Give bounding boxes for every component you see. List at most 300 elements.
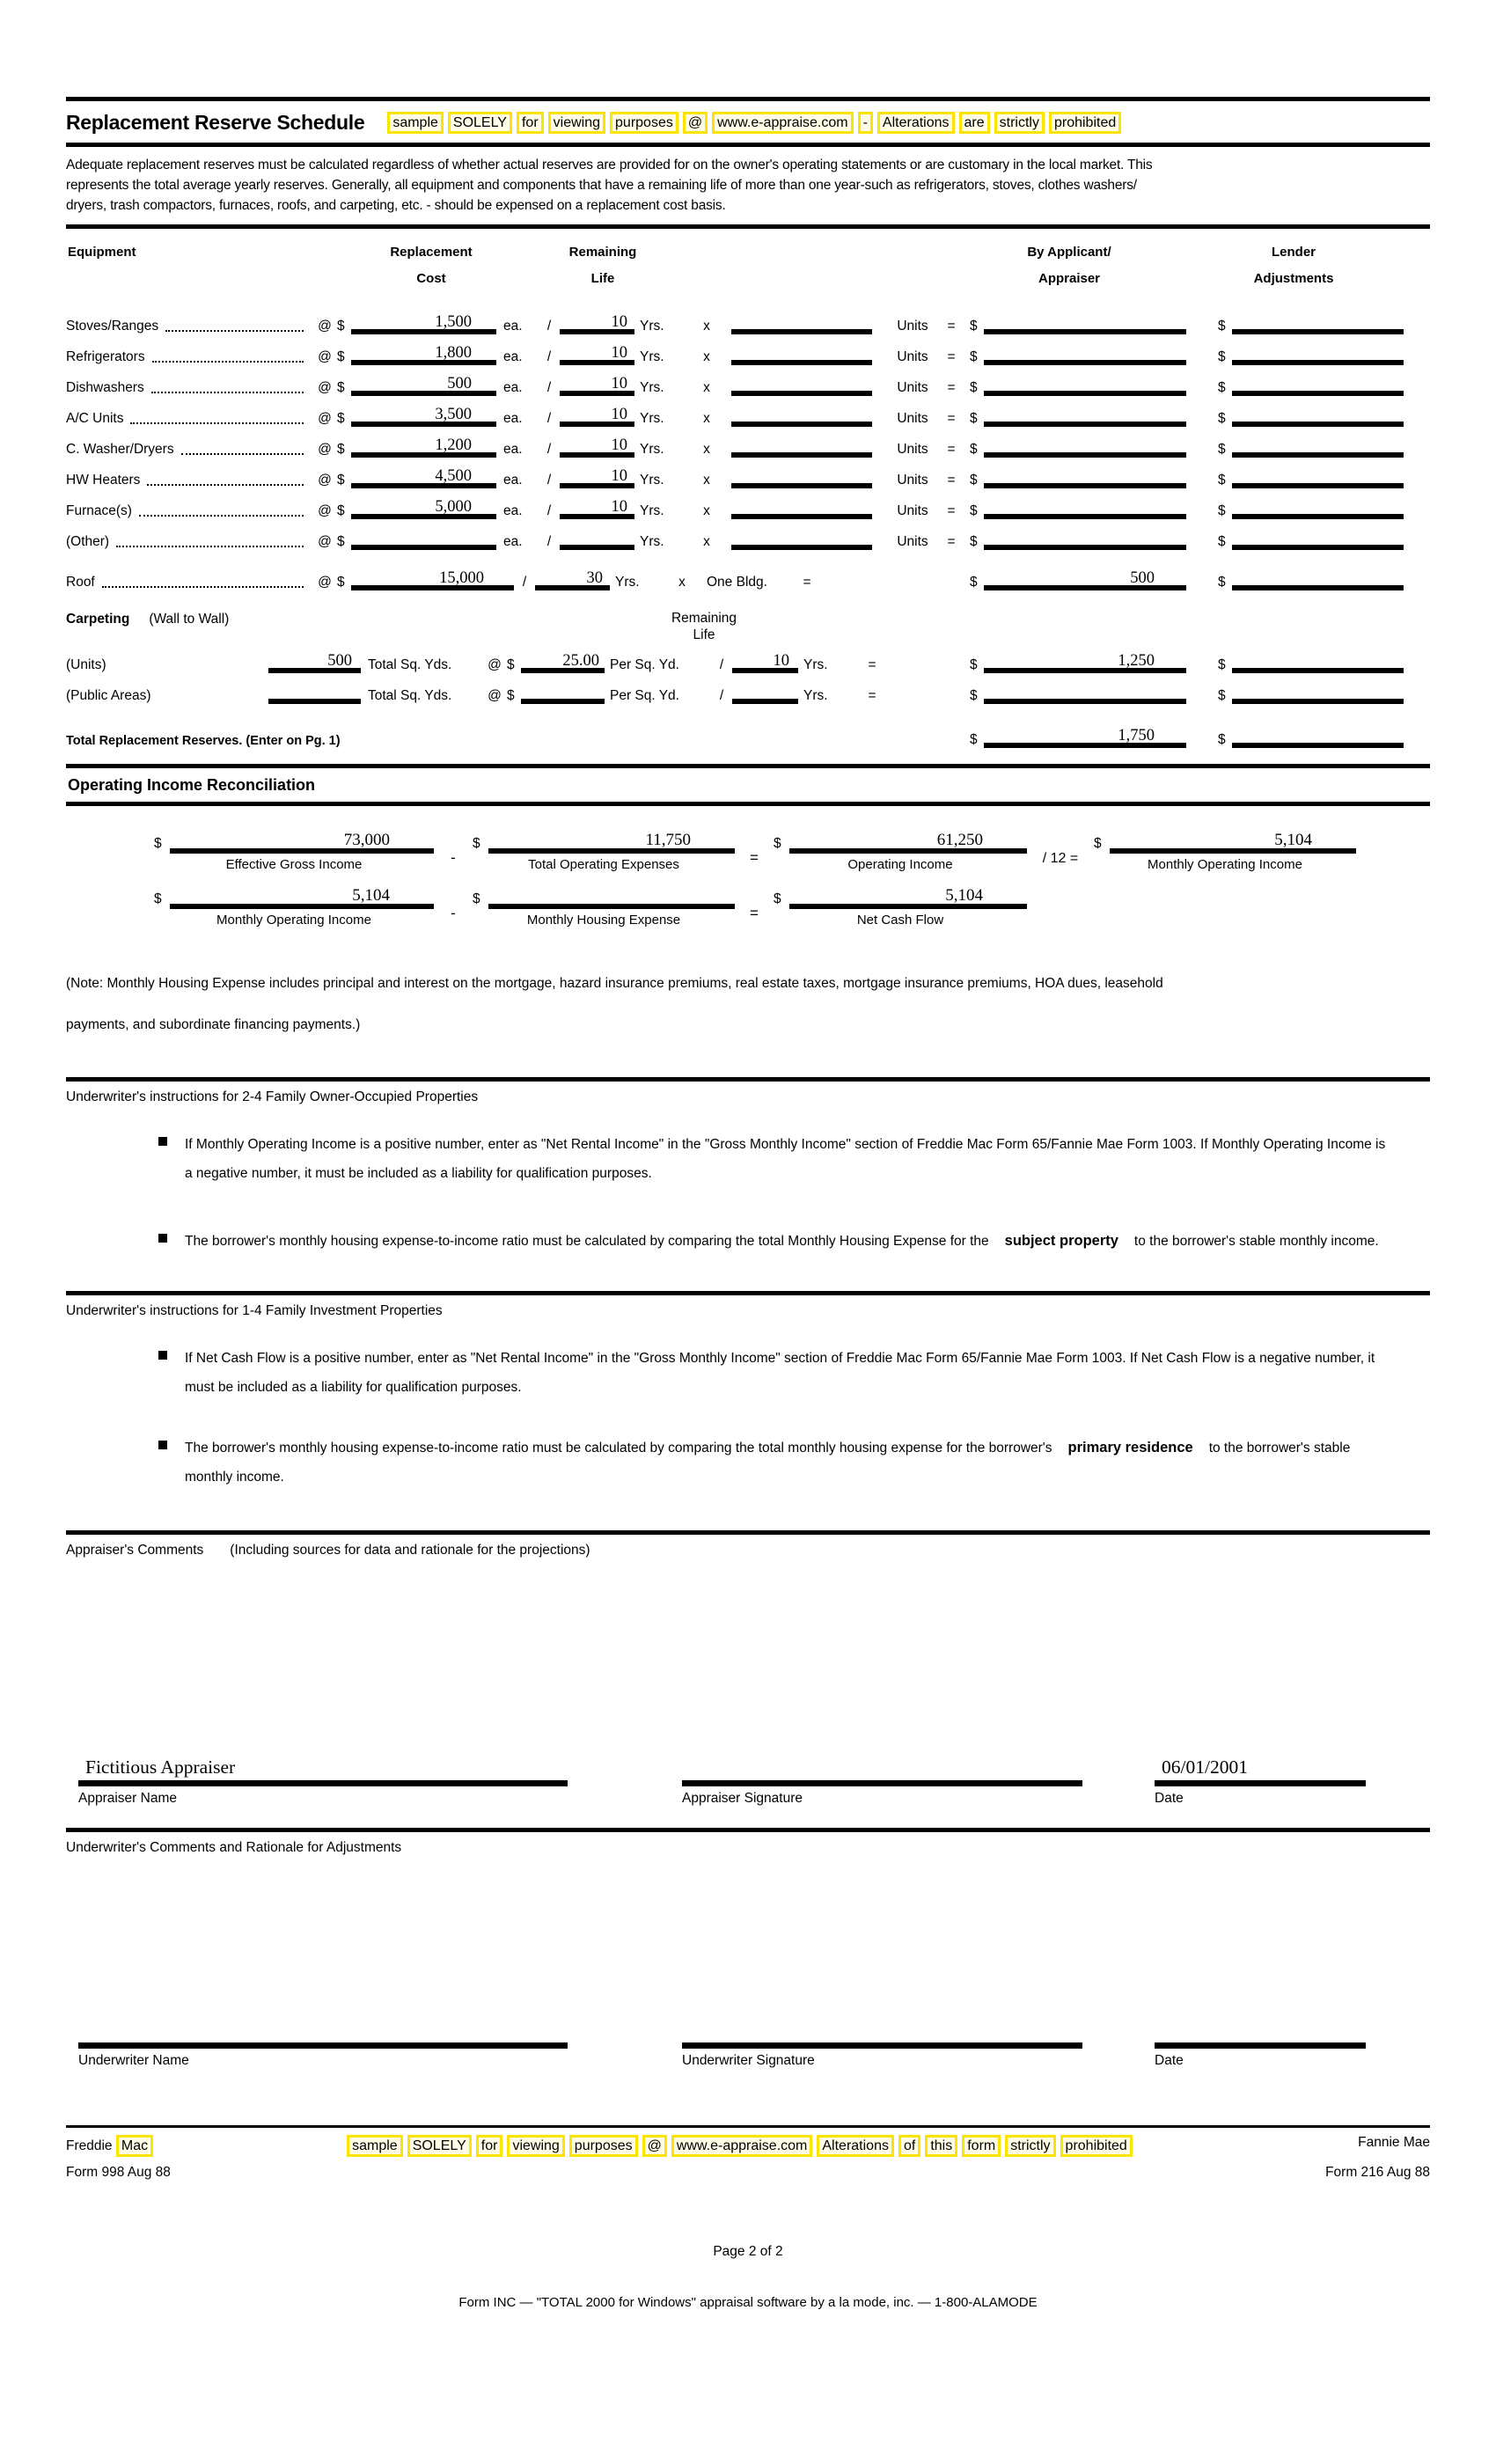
primary-residence-emphasis: primary residence — [1067, 1440, 1193, 1456]
equals-label: = — [947, 473, 956, 488]
units-field[interactable] — [731, 313, 872, 334]
dollar-sign: $ — [1094, 836, 1102, 851]
watermark-word: prohibited — [1049, 112, 1121, 134]
uw-owner-bullet-1 — [158, 1130, 1390, 1188]
page-title: Replacement Reserve Schedule — [66, 111, 365, 134]
carpet-life-field[interactable] — [732, 683, 798, 704]
dollar-sign: $ — [1218, 503, 1226, 518]
dollar-sign: $ — [1218, 534, 1226, 549]
at-sign: @ — [488, 688, 502, 703]
dollar-sign: $ — [970, 688, 978, 703]
lender-amount-field[interactable] — [1232, 436, 1404, 458]
oir-expenses — [473, 831, 735, 872]
slash: / — [719, 688, 724, 703]
oir-monthly-income-2 — [154, 886, 434, 928]
remaining-life-field[interactable]: 10 — [560, 313, 634, 334]
at-sign: @ — [318, 319, 332, 334]
each-label: ea. — [503, 411, 523, 426]
dollar-sign: $ — [774, 891, 781, 906]
housing-expense-note: (Note: Monthly Housing Expense includes principal and interest on the mortgage, hazard insurance premiums, real estate taxes, mortgage insurance premiums, HOA dues, leasehold payments, and subordinate financing payments.) — [66, 976, 1163, 1032]
total-operating-expenses-field[interactable]: 11,750 — [488, 831, 735, 854]
watermark-word: www.e-appraise.com — [712, 112, 854, 134]
replacement-cost-field[interactable]: 1,800 — [351, 344, 496, 365]
minus-operator: - — [451, 905, 456, 921]
field-label: Monthly Operating Income — [1148, 857, 1302, 872]
replacement-cost-field[interactable]: 5,000 — [351, 498, 496, 519]
equals-operator: = — [750, 905, 759, 921]
roof-lender-field[interactable] — [1232, 569, 1404, 590]
each-label: ea. — [503, 380, 523, 395]
yrs-label: Yrs. — [640, 473, 664, 488]
yrs-label: Yrs. — [640, 319, 664, 334]
watermark-word: Mac — [116, 2135, 153, 2157]
dollar-sign: $ — [1218, 380, 1226, 395]
underwriter-comments-area[interactable] — [66, 1856, 1430, 2019]
equipment-label: Refrigerators — [66, 349, 145, 364]
uw-owner-heading: Underwriter's instructions for 2-4 Family Owner-Occupied Properties — [66, 1089, 479, 1104]
dollar-sign: $ — [507, 657, 515, 672]
table-row — [66, 344, 1404, 365]
roof-applicant-field[interactable]: 500 — [984, 569, 1186, 590]
dollar-sign: $ — [337, 534, 345, 549]
replacement-cost-field[interactable] — [351, 529, 496, 550]
dotted-leader — [181, 441, 304, 455]
form-998-label: Form 998 Aug 88 — [66, 2165, 171, 2180]
total-lender-field[interactable] — [1232, 727, 1404, 748]
dollar-sign: $ — [473, 836, 480, 851]
replacement-cost-field[interactable]: 1,200 — [351, 436, 496, 458]
appraiser-signature-label: Appraiser Signature — [682, 1791, 803, 1806]
dollar-sign: $ — [337, 349, 345, 364]
slash: / — [546, 442, 552, 457]
watermark-word: this — [925, 2135, 957, 2157]
appraiser-comments-area[interactable] — [66, 1558, 1430, 1756]
field-label: Effective Gross Income — [225, 857, 363, 872]
dollar-sign: $ — [1218, 473, 1226, 488]
dollar-sign: $ — [154, 836, 162, 851]
oir-net-cash-flow — [774, 886, 1027, 928]
footer-form-row — [66, 2165, 1430, 2181]
field-label: Total Operating Expenses — [528, 857, 679, 872]
carpet-row-label: (Public Areas) — [66, 688, 151, 703]
applicant-amount-field[interactable] — [984, 375, 1186, 396]
underwriter-signature-row — [66, 2019, 1430, 2049]
units-label: Units — [897, 473, 928, 488]
applicant-amount-field[interactable] — [984, 498, 1186, 519]
dollar-sign: $ — [337, 473, 345, 488]
carpet-qty-field[interactable]: 500 — [268, 652, 361, 673]
watermark-word: are — [959, 112, 990, 134]
col-lender: Lender Adjustments — [1253, 245, 1334, 286]
dollar-sign: $ — [1218, 732, 1226, 747]
replacement-cost-field[interactable]: 500 — [351, 375, 496, 396]
appraiser-comments-header — [66, 1535, 1430, 1558]
equals-label: = — [947, 319, 956, 334]
net-cash-flow-field[interactable]: 5,104 — [789, 886, 1027, 909]
at-sign: @ — [318, 380, 332, 395]
times-label: x — [703, 442, 710, 457]
dollar-sign: $ — [970, 575, 978, 590]
oir-monthly-income — [1094, 831, 1356, 872]
roof-life-field[interactable]: 30 — [535, 569, 610, 590]
minus-operator: - — [451, 849, 456, 866]
units-label: Units — [897, 534, 928, 549]
bullet-text: If Net Cash Flow is a positive number, enter as "Net Rental Income" in the "Gross Monthly Income" section of Freddie Mac Form 65/Fannie Mae Form 1003. If Net Cash Flow is a negative number, it must be included as a liability for qualification purposes. — [185, 1351, 1375, 1395]
yrs-label: Yrs. — [640, 442, 664, 457]
dotted-leader — [152, 348, 304, 363]
slash: / — [546, 319, 552, 334]
remaining-life-field[interactable]: 10 — [560, 344, 634, 365]
appraiser-name-field[interactable]: Fictitious Appraiser — [78, 1756, 568, 1786]
underwriter-signature-label: Underwriter Signature — [682, 2053, 815, 2068]
carpet-rate-field[interactable] — [521, 683, 605, 704]
applicant-amount-field[interactable] — [984, 313, 1186, 334]
per-sq-yd-label: Per Sq. Yd. — [610, 657, 679, 672]
watermark-word: purposes — [569, 2135, 638, 2157]
table-row — [66, 529, 1404, 550]
each-label: ea. — [503, 319, 523, 334]
yrs-label: Yrs. — [615, 575, 640, 590]
at-sign: @ — [318, 575, 332, 590]
page-number: Page 2 of 2 — [713, 2244, 783, 2259]
underwriter-signature-field[interactable] — [682, 2019, 1082, 2049]
units-label: Units — [897, 411, 928, 426]
units-field[interactable] — [731, 344, 872, 365]
equipment-label: Stoves/Ranges — [66, 319, 159, 334]
units-field[interactable] — [731, 529, 872, 550]
intro-paragraph — [66, 147, 1430, 224]
equipment-table-header — [66, 229, 1430, 301]
total-sq-yds-label: Total Sq. Yds. — [368, 657, 452, 672]
equipment-label: A/C Units — [66, 411, 124, 426]
watermark-word: for — [517, 112, 544, 134]
watermark-word: of — [898, 2135, 920, 2157]
remaining-life-field[interactable] — [560, 529, 634, 550]
field-label: Net Cash Flow — [856, 913, 944, 928]
dotted-leader — [130, 410, 304, 424]
dollar-sign: $ — [1218, 411, 1226, 426]
carpeting-header — [66, 612, 1430, 652]
each-label: ea. — [503, 534, 523, 549]
lender-amount-field[interactable] — [1232, 375, 1404, 396]
at-sign: @ — [318, 442, 332, 457]
slash: / — [546, 411, 552, 426]
equipment-label: C. Washer/Dryers — [66, 442, 174, 457]
appraiser-comments-subtitle: (Including sources for data and rationale for the projections) — [230, 1543, 590, 1558]
watermark-word: strictly — [994, 112, 1045, 134]
applicant-amount-field[interactable] — [984, 467, 1186, 488]
times-label: x — [703, 473, 710, 488]
times-label: x — [703, 319, 710, 334]
roof-row — [66, 569, 1404, 590]
watermark-word: Alterations — [817, 2135, 894, 2157]
form-header — [66, 101, 1430, 143]
total-reserves-row — [66, 727, 1404, 748]
underwriter-name-field[interactable] — [78, 2019, 568, 2049]
uw-invest-heading: Underwriter's instructions for 1-4 Family Investment Properties — [66, 1303, 443, 1318]
dollar-sign: $ — [970, 380, 978, 395]
remaining-life-field[interactable]: 10 — [560, 436, 634, 458]
units-label: Units — [897, 442, 928, 457]
replacement-cost-field[interactable]: 3,500 — [351, 406, 496, 427]
col-by-applicant: By Applicant/ Appraiser — [1027, 245, 1111, 286]
equals-label: = — [868, 657, 876, 672]
at-sign: @ — [318, 503, 332, 518]
divide-12-operator: / 12 = — [1042, 851, 1079, 866]
equals-label: = — [803, 575, 811, 590]
each-label: ea. — [503, 442, 523, 457]
dollar-sign: $ — [970, 442, 978, 457]
carpet-life-field[interactable]: 10 — [732, 652, 798, 673]
equals-operator: = — [750, 849, 759, 866]
watermark-word: sample — [347, 2135, 403, 2157]
uw-invest-bullet-2 — [158, 1434, 1390, 1492]
uw-invest-bullet-1 — [158, 1344, 1390, 1402]
footer-brand-row — [66, 2135, 1430, 2157]
dollar-sign: $ — [970, 534, 978, 549]
equipment-rows — [66, 313, 1430, 550]
units-label: Units — [897, 349, 928, 364]
dollar-sign: $ — [1218, 657, 1226, 672]
applicant-amount-field[interactable] — [984, 344, 1186, 365]
dollar-sign: $ — [154, 891, 162, 906]
remaining-life-field[interactable]: 10 — [560, 467, 634, 488]
total-sq-yds-label: Total Sq. Yds. — [368, 688, 452, 703]
intro-line: dryers, trash compactors, furnaces, roofs, and carpeting, etc. - should be expensed on a replacement cost basis. — [66, 198, 726, 213]
freddie-mac-label: Freddie Mac — [66, 2135, 158, 2157]
dollar-sign: $ — [970, 411, 978, 426]
software-credit-line: Form INC — "TOTAL 2000 for Windows" appraisal software by a la mode, inc. — 1-800-ALAMODE — [458, 2295, 1038, 2310]
carpeting-subtitle: (Wall to Wall) — [149, 612, 230, 627]
appraiser-date-field[interactable]: 06/01/2001 — [1155, 1756, 1366, 1786]
appraiser-comments-label: Appraiser's Comments — [66, 1543, 204, 1558]
equals-label: = — [947, 534, 956, 549]
at-sign: @ — [488, 657, 502, 672]
carpet-row-label: (Units) — [66, 657, 106, 672]
yrs-label: Yrs. — [640, 349, 664, 364]
slash: / — [546, 503, 552, 518]
equals-label: = — [947, 442, 956, 457]
lender-amount-field[interactable] — [1232, 344, 1404, 365]
underwriter-comments-header: Underwriter's Comments and Rationale for Adjustments — [66, 1840, 402, 1855]
units-field[interactable] — [731, 436, 872, 458]
units-field[interactable] — [731, 375, 872, 396]
dollar-sign: $ — [337, 575, 345, 590]
table-row — [66, 498, 1404, 519]
lender-amount-field[interactable] — [1232, 529, 1404, 550]
watermark-word: prohibited — [1060, 2135, 1133, 2157]
carpeting-title: Carpeting — [66, 612, 130, 627]
square-bullet-icon — [158, 1351, 167, 1360]
equals-label: = — [947, 411, 956, 426]
equals-label: = — [868, 688, 876, 703]
carpet-lender-field[interactable] — [1232, 683, 1404, 704]
remaining-life-field[interactable]: 10 — [560, 406, 634, 427]
bullet-text: If Monthly Operating Income is a positive number, enter as "Net Rental Income" in the "Gross Monthly Income" section of Freddie Mac Form 65/Fannie Mae Form 1003. If Monthly Operating Income is a negative number, it must be included as a liability for qualification purposes. — [185, 1137, 1386, 1181]
footer-rule — [66, 2125, 1430, 2128]
appraiser-signature-labels — [66, 1786, 1430, 1807]
yrs-label: Yrs. — [640, 380, 664, 395]
slash: / — [522, 575, 527, 590]
monthly-operating-income-field[interactable]: 5,104 — [1110, 831, 1356, 854]
underwriter-name-label: Underwriter Name — [78, 2053, 189, 2068]
table-row — [66, 467, 1404, 488]
uw-owner-bullet-2 — [158, 1227, 1390, 1256]
dotted-leader — [102, 574, 304, 588]
watermark-word: for — [476, 2135, 503, 2157]
watermark-word: SOLELY — [448, 112, 512, 134]
watermark-footer — [347, 2135, 1137, 2157]
carpet-applicant-field[interactable] — [984, 683, 1186, 704]
total-reserves-label: Total Replacement Reserves. (Enter on Pg. 1) — [66, 734, 341, 748]
applicant-amount-field[interactable] — [984, 436, 1186, 458]
yrs-label: Yrs. — [803, 688, 828, 703]
at-sign: @ — [318, 534, 332, 549]
col-replacement: Replacement Cost — [390, 245, 473, 286]
watermark-header — [387, 112, 1126, 134]
lender-amount-field[interactable] — [1232, 467, 1404, 488]
equipment-label: Dishwashers — [66, 380, 144, 395]
dollar-sign: $ — [1218, 442, 1226, 457]
slash: / — [546, 534, 552, 549]
carpet-qty-field[interactable] — [268, 683, 361, 704]
roof-cost-field[interactable]: 15,000 — [351, 569, 514, 590]
watermark-word: www.e-appraise.com — [671, 2135, 813, 2157]
times-label: x — [703, 380, 710, 395]
oir-section-title: Operating Income Reconciliation — [68, 776, 316, 794]
dollar-sign: $ — [337, 411, 345, 426]
slash: / — [546, 380, 552, 395]
rule-below-oir-title — [66, 802, 1430, 806]
table-row — [66, 406, 1404, 427]
dollar-sign: $ — [337, 442, 345, 457]
slash: / — [546, 473, 552, 488]
carpet-applicant-field[interactable]: 1,250 — [984, 652, 1186, 673]
intro-line: Adequate replacement reserves must be calculated regardless of whether actual reserves are provided for on the owner's operating statements or are customary in the local market. This — [66, 158, 1153, 172]
dollar-sign: $ — [1218, 349, 1226, 364]
units-field[interactable] — [731, 498, 872, 519]
dollar-sign: $ — [970, 503, 978, 518]
watermark-word: viewing — [548, 112, 605, 134]
applicant-amount-field[interactable] — [984, 529, 1186, 550]
operating-income-field[interactable]: 61,250 — [789, 831, 1027, 854]
times-label: x — [703, 534, 710, 549]
at-sign: @ — [318, 411, 332, 426]
dotted-leader — [139, 502, 304, 517]
dotted-leader — [147, 472, 304, 486]
dotted-leader — [165, 318, 304, 332]
equipment-label: Furnace(s) — [66, 503, 132, 518]
yrs-label: Yrs. — [803, 657, 828, 672]
yrs-label: Yrs. — [640, 411, 664, 426]
slash: / — [719, 657, 724, 672]
replacement-cost-field[interactable]: 1,500 — [351, 313, 496, 334]
carpeting-units-row — [66, 652, 1404, 673]
units-field[interactable] — [731, 467, 872, 488]
roof-label: Roof — [66, 575, 95, 590]
field-label: Monthly Operating Income — [216, 913, 371, 928]
oir-row-1 — [154, 831, 1430, 872]
carpeting-public-row — [66, 683, 1404, 704]
total-applicant-field[interactable]: 1,750 — [984, 727, 1186, 748]
fannie-mae-label: Fannie Mae — [1358, 2135, 1430, 2150]
col-remaining-life: Remaining Life — [568, 245, 637, 286]
carpet-rate-field[interactable]: 25.00 — [521, 652, 605, 673]
lender-amount-field[interactable] — [1232, 406, 1404, 427]
equipment-label: HW Heaters — [66, 473, 141, 488]
watermark-word: @ — [642, 2135, 667, 2157]
table-row — [66, 436, 1404, 458]
table-row — [66, 375, 1404, 396]
slash: / — [546, 349, 552, 364]
remaining-life-field[interactable]: 10 — [560, 498, 634, 519]
dollar-sign: $ — [970, 657, 978, 672]
yrs-label: Yrs. — [640, 534, 664, 549]
replacement-cost-field[interactable]: 4,500 — [351, 467, 496, 488]
units-field[interactable] — [731, 406, 872, 427]
per-sq-yd-label: Per Sq. Yd. — [610, 688, 679, 703]
each-label: ea. — [503, 349, 523, 364]
equipment-label: (Other) — [66, 534, 110, 549]
subject-property-emphasis: subject property — [1004, 1233, 1118, 1249]
dollar-sign: $ — [1218, 575, 1226, 590]
underwriter-date-field[interactable] — [1155, 2019, 1366, 2049]
applicant-amount-field[interactable] — [984, 406, 1186, 427]
watermark-word: sample — [387, 112, 444, 134]
dotted-leader — [116, 533, 304, 547]
dollar-sign: $ — [970, 349, 978, 364]
each-label: ea. — [503, 473, 523, 488]
form-216-label: Form 216 Aug 88 — [1325, 2165, 1430, 2180]
lender-amount-field[interactable] — [1232, 313, 1404, 334]
remaining-life-field[interactable]: 10 — [560, 375, 634, 396]
each-label: ea. — [503, 503, 523, 518]
at-sign: @ — [318, 349, 332, 364]
dotted-leader — [151, 379, 304, 393]
one-bldg-label: One Bldg. — [707, 575, 767, 590]
oir-housing-expense — [473, 886, 735, 928]
square-bullet-icon — [158, 1441, 167, 1449]
monthly-housing-expense-field[interactable] — [488, 886, 735, 909]
yrs-label: Yrs. — [640, 503, 664, 518]
dollar-sign: $ — [473, 891, 480, 906]
appraiser-signature-field[interactable] — [682, 1756, 1082, 1786]
dollar-sign: $ — [1218, 688, 1226, 703]
oir-egi — [154, 831, 434, 872]
dollar-sign: $ — [337, 380, 345, 395]
field-label: Operating Income — [847, 857, 953, 872]
carpet-lender-field[interactable] — [1232, 652, 1404, 673]
monthly-operating-income-field[interactable]: 5,104 — [170, 886, 434, 909]
intro-line: represents the total average yearly reserves. Generally, all equipment and components that have a remaining life of more than one year-such as refrigerators, stoves, clothes washers/ — [66, 178, 1137, 193]
equals-label: = — [947, 503, 956, 518]
date-label: Date — [1155, 2053, 1184, 2068]
watermark-word: - — [858, 112, 873, 134]
times-label: x — [678, 575, 686, 590]
lender-amount-field[interactable] — [1232, 498, 1404, 519]
watermark-word: form — [962, 2135, 1001, 2157]
square-bullet-icon — [158, 1234, 167, 1243]
field-label: Monthly Housing Expense — [526, 913, 681, 928]
bullet-text: The borrower's monthly housing expense-to-income ratio must be calculated by comparing the total monthly housing expense for the borrower's primary residence to the borrower's stable monthly income. — [185, 1440, 1351, 1485]
dollar-sign: $ — [970, 732, 978, 747]
effective-gross-income-field[interactable]: 73,000 — [170, 831, 434, 854]
appraiser-signature-row — [66, 1756, 1430, 1786]
dollar-sign: $ — [507, 688, 515, 703]
dollar-sign: $ — [337, 319, 345, 334]
oir-row-2 — [154, 886, 1430, 928]
table-row — [66, 313, 1404, 334]
